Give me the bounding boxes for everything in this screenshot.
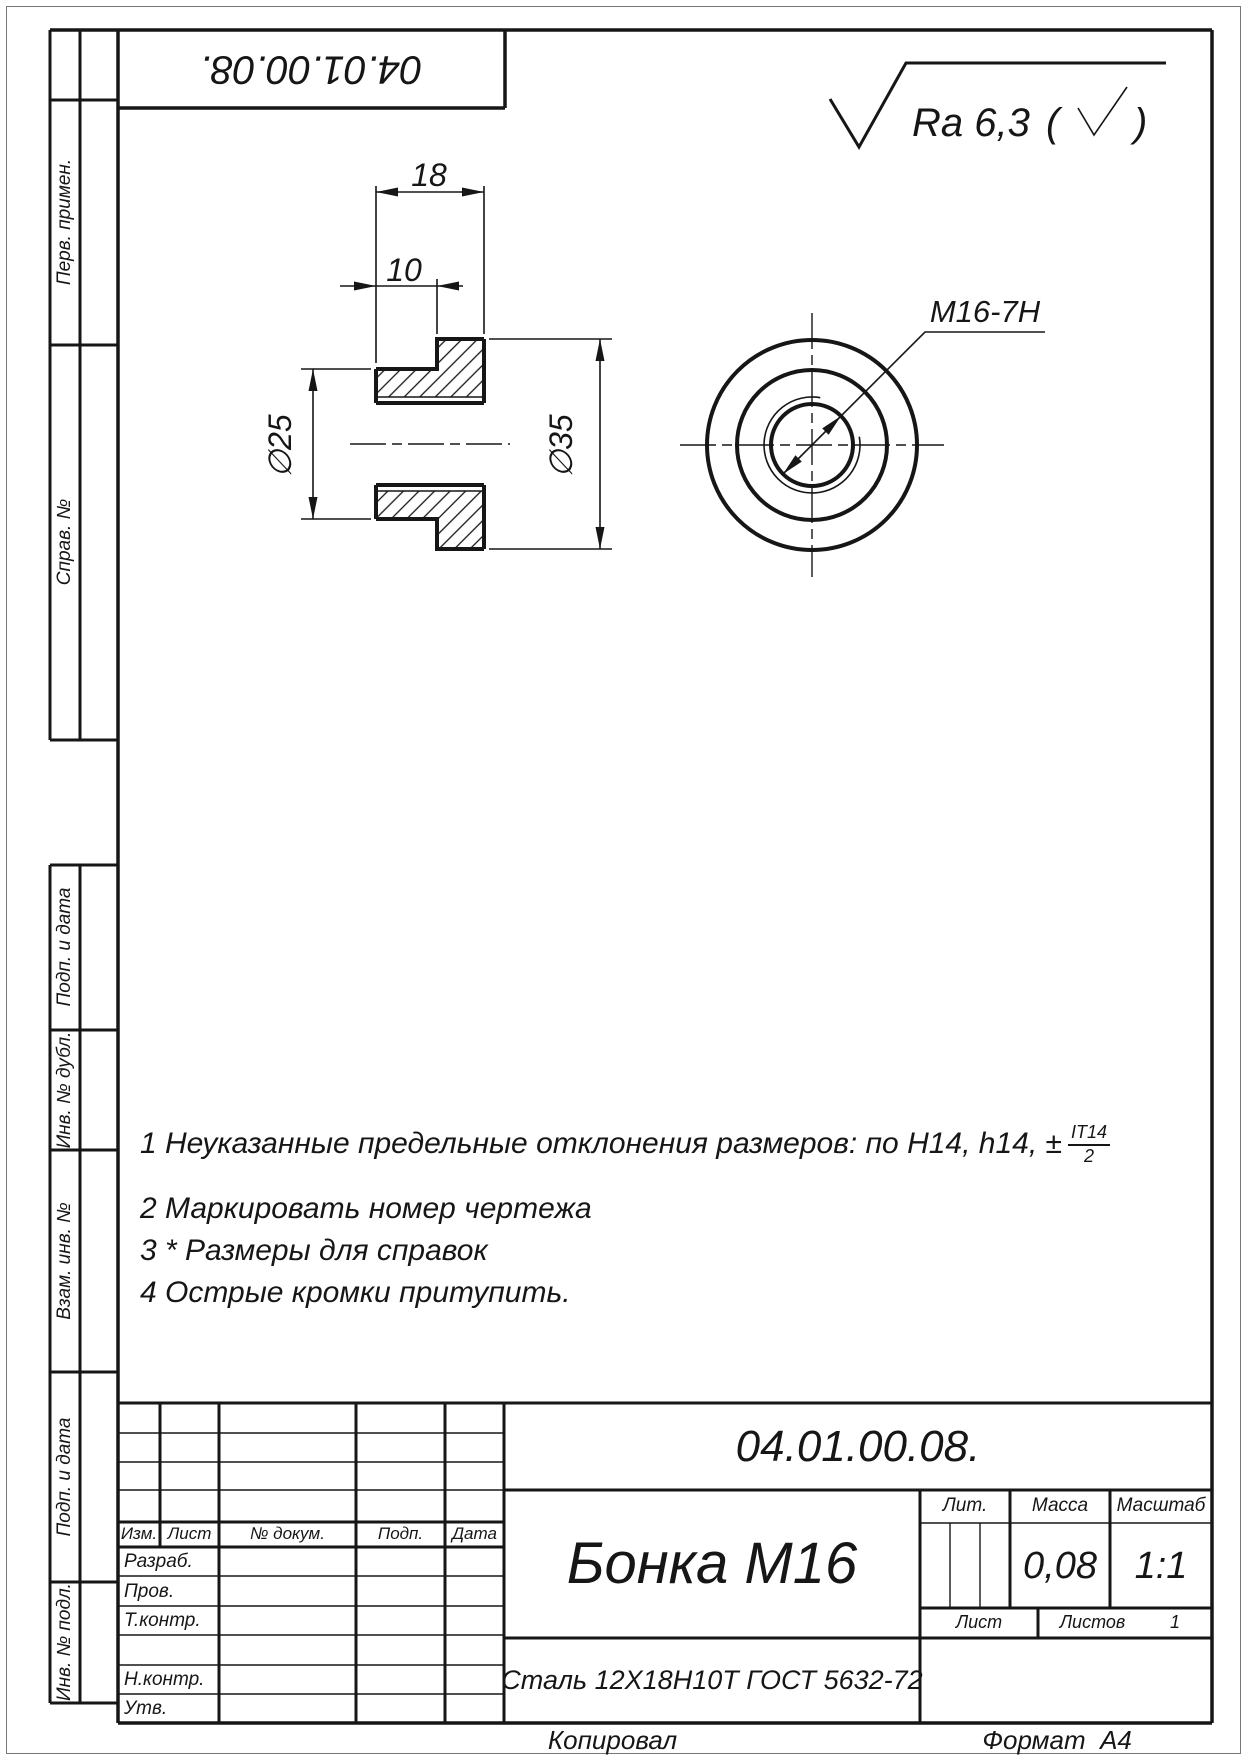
- row-n-kontr: Н.контр.: [124, 1669, 205, 1690]
- row-prov: Пров.: [124, 1580, 175, 1602]
- row-utv: Утв.: [124, 1698, 168, 1719]
- fraction-denominator: 2: [1083, 1145, 1094, 1166]
- note-tolerance-fraction: [1068, 1122, 1110, 1166]
- roughness-paren-close: ): [1134, 101, 1148, 145]
- roughness-small-check-icon: [1078, 87, 1127, 135]
- margin-label-inv-dubl: Инв. № дубл.: [54, 1031, 75, 1149]
- title-part-name: Бонка М16: [566, 1531, 858, 1596]
- margin-label-podp-data-2: Подп. и дата: [54, 1417, 75, 1537]
- roughness-value: Ra 6,3: [912, 101, 1030, 145]
- massa-value: 0,08: [1023, 1544, 1097, 1587]
- margin-label-sprav-no: Справ. №: [54, 498, 75, 586]
- masshtab-header: Масштаб: [1116, 1495, 1206, 1516]
- margin-label-podp-data-1: Подп. и дата: [54, 887, 75, 1007]
- listov-header: Листов: [1059, 1612, 1126, 1632]
- note-line-2: 2 Маркировать номер чертежа: [140, 1192, 592, 1225]
- roughness-paren-open: (: [1046, 101, 1060, 145]
- dim-d35-text: ∅35: [543, 414, 579, 478]
- roughness-mark: [830, 63, 1166, 147]
- format-value: А4: [1100, 1724, 1132, 1755]
- dim-18-text: 18: [411, 157, 447, 193]
- title-material: Сталь 12Х18Н10Т ГОСТ 5632-72: [501, 1665, 923, 1695]
- top-designation-stamp: 04.01.00.08.: [199, 47, 423, 92]
- row-razrab: Разраб.: [124, 1551, 193, 1572]
- listov-value: 1: [1169, 1612, 1180, 1632]
- header-data: Дата: [452, 1524, 497, 1543]
- note-line-4: 4 Острые кромки притупить.: [140, 1276, 571, 1309]
- masshtab-value: 1:1: [1134, 1544, 1188, 1587]
- end-view: [680, 294, 1045, 577]
- margin-label-perv-primen: Перв. примен.: [54, 158, 75, 286]
- fraction-numerator: IT14: [1068, 1122, 1110, 1146]
- title-designation: 04.01.00.08.: [735, 1421, 981, 1471]
- header-podp: Подп.: [377, 1524, 424, 1543]
- dim-10-text: 10: [386, 252, 422, 288]
- thread-label: М16-7Н: [929, 294, 1041, 329]
- row-t-kontr: Т.контр.: [124, 1610, 201, 1631]
- thread-leader-line: [783, 332, 1045, 474]
- header-list: Лист: [167, 1524, 212, 1543]
- note-line-3: 3 * Размеры для справок: [140, 1234, 488, 1267]
- lit-header: Лит.: [942, 1495, 988, 1516]
- format-label: Формат: [982, 1724, 1086, 1755]
- note-line-1-text: 1 Неуказанные предельные отклонения размеров: по H14, h14, ±: [140, 1127, 1062, 1161]
- section-view: [350, 339, 510, 549]
- list-header: Лист: [955, 1612, 1003, 1632]
- header-izm: Изм.: [120, 1524, 158, 1543]
- copied-label: Копировал: [547, 1724, 678, 1755]
- note-line-1: [140, 1122, 1110, 1166]
- margin-label-vzam-inv: Взам. инв. №: [54, 1202, 75, 1320]
- margin-label-inv-podl: Инв. № подл.: [54, 1583, 75, 1701]
- dim-d25-text: ∅25: [262, 414, 298, 478]
- massa-header: Масса: [1031, 1495, 1089, 1516]
- header-n-dokum: № докум.: [250, 1524, 325, 1543]
